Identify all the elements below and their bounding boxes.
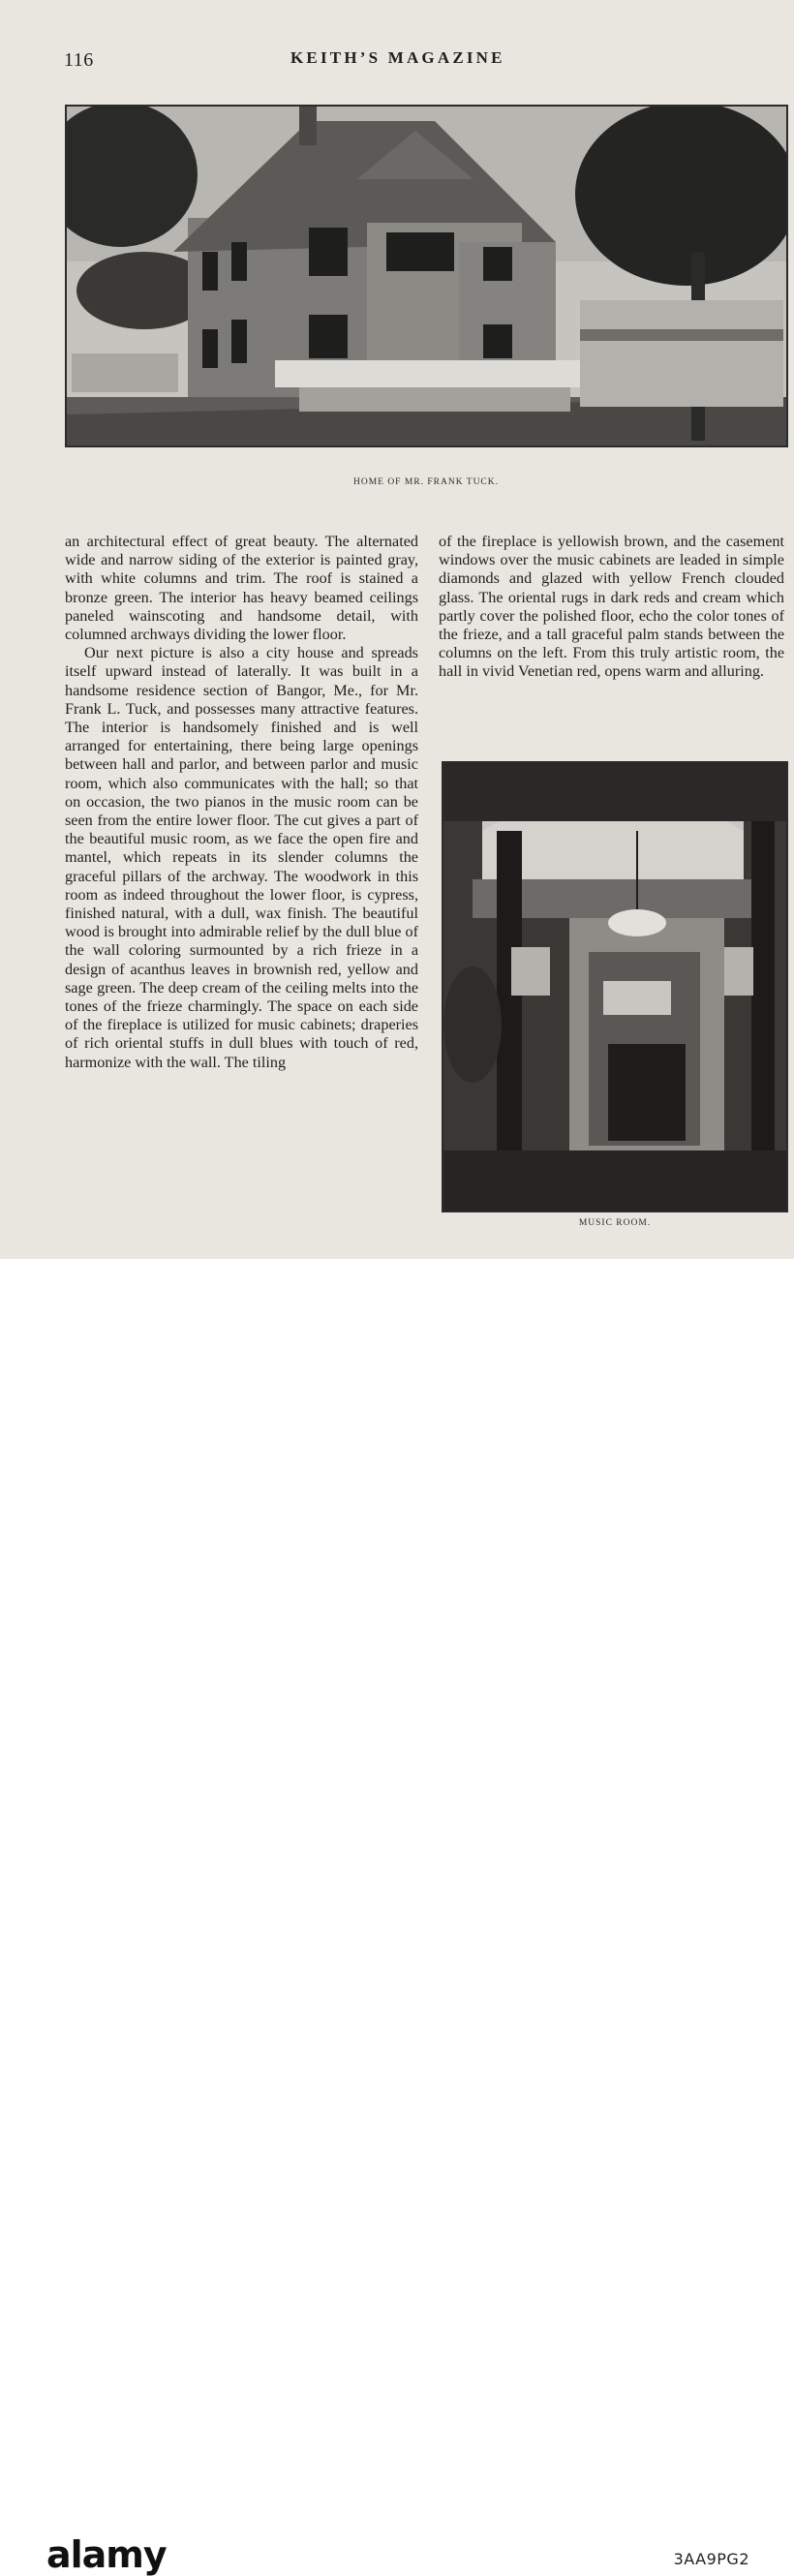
house-photo-caption: HOME OF MR. FRANK TUCK. (352, 477, 500, 487)
watermark-bar (0, 1259, 794, 2576)
page-number: 116 (64, 49, 94, 71)
brand-logo: alamy (46, 2533, 167, 2576)
image-id: 3AA9PG2 (673, 2550, 749, 2568)
music-room-photo (442, 761, 788, 1212)
left-column (65, 533, 418, 1072)
magazine-page (0, 0, 794, 1259)
paragraph: an architectural effect of great beauty. The alternated wide and narrow siding of the exterior is painted gray, with white columns and trim. The roof is stained a bronze green. The interior has heavy beamed ceilings paneled wainscoting and handsome detail, with columned archways dividing the lower floor. (65, 533, 418, 644)
house-photo (65, 105, 788, 447)
magazine-title: KEITH’S MAGAZINE (290, 48, 505, 67)
music-room-caption: MUSIC ROOM. (578, 1218, 652, 1228)
right-column (439, 533, 784, 682)
paragraph: Our next picture is also a city house and spreads itself upward instead of laterally. It was built in a handsome residence section of Bangor, Me., for Mr. Frank L. Tuck, and possesses many attractive features. The interior is handsomely finished and is well arranged for entertaining, there being large openings between hall and parlor, and between parlor and music room, which also communicates with the hall; so that on occasion, the two pianos in the music room can be seen from the entire lower floor. The cut gives a part of the beautiful music room, as we face the open fire and mantel, which repeats in its slender columns the graceful pillars of the archway. The woodwork in this room as indeed throughout the lower floor, is cypress, finished natural, with a dull, wax finish. The beautiful wood is brought into admirable relief by the dull blue of the wall coloring surmounted by a rich frieze in a design of acanthus leaves in brownish red, yellow and sage green. The deep cream of the ceiling melts into the tones of the frieze charmingly. The space on each side of the fireplace is utilized for music cabinets; draperies of rich oriental stuffs in dull blues with touch of red, harmonize with the wall. The tiling (65, 644, 418, 1071)
paragraph: of the fireplace is yellowish brown, and the casement windows over the music cabinets are leaded in simple diamonds and glazed with yellow French clouded glass. The oriental rugs in dark reds and cream which partly cover the polished floor, echo the color tones of the frieze, and a tall graceful palm stands between the columns on the left. From this truly artistic room, the hall in vivid Venetian red, opens warm and alluring. (439, 533, 784, 681)
